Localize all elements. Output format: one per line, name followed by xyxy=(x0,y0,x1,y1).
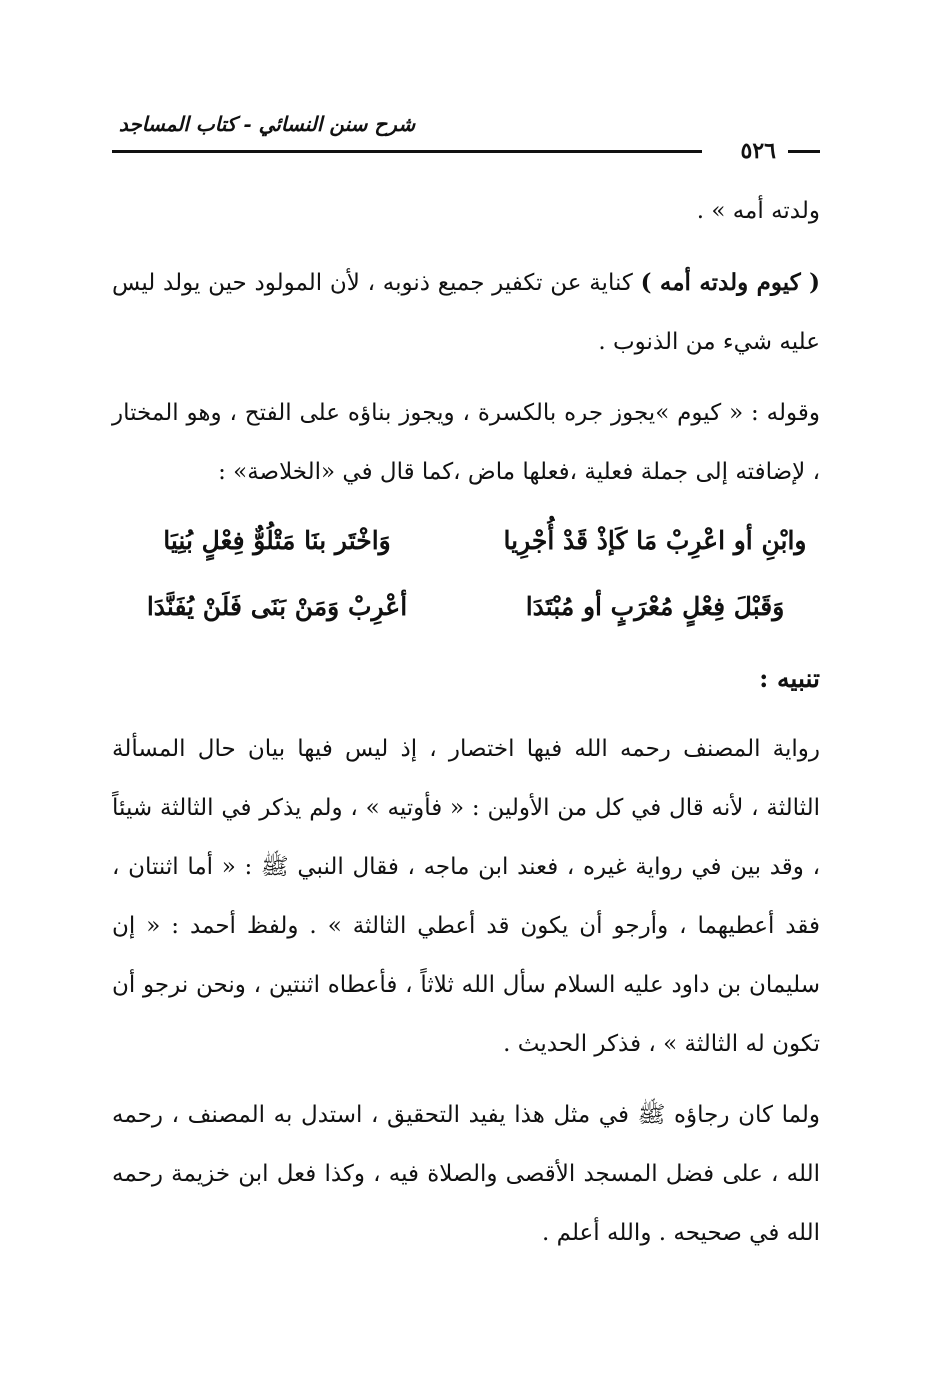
page-number-dash xyxy=(788,150,820,153)
header-rule xyxy=(112,150,702,153)
paragraph-explanation xyxy=(112,253,820,372)
hemistich-first: وَقَبْلَ فِعْلٍ مُعْرَبٍ أو مُبْتَدَا xyxy=(525,592,785,621)
paragraph-notice: رواية المصنف رحمه الله فيها اختصار ، إذ ليس فيها بيان حال المسألة الثالثة ، لأنه قال في كل من الأولين : « فأوتيه » ، ولم يذكر في الثالثة شيئاً ، وقد بين في رواية غيره ، فعند ابن ماجه ، فقال النبي ﷺ : « أما اثنتان ، فقد أعطيهما ، وأرجو أن يكون قد أعطي الثالثة » . ولفظ أحمد : « إن سليمان بن داود عليه السلام سأل الله ثلاثاً ، فأعطاه اثنتين ، ونحن نرجو أن تكون له الثالثة » ، فذكر الحديث . xyxy=(112,736,820,1057)
poem-verse xyxy=(112,574,820,640)
running-title: شرح سنن النسائي - كتاب المساجد xyxy=(118,112,416,136)
paragraph-continuation: ولدته أمه » . xyxy=(696,198,820,224)
page-number: ٥٢٦ xyxy=(740,138,776,164)
quoted-phrase: ( كيوم ولدته أمه ) xyxy=(640,269,820,296)
poem xyxy=(112,508,820,640)
hemistich-second: وَاخْتَر بنَا مَتْلُوٌّ فِعْلٍ بُنِيَا xyxy=(163,526,391,555)
explanation-text: كناية عن تكفير جميع ذنوبه ، لأن المولود حين يولد ليس عليه شيء من الذنوب . xyxy=(112,270,820,355)
page-header xyxy=(112,112,820,164)
notice-heading: تنبيه : xyxy=(759,664,820,693)
body-text xyxy=(112,182,820,1263)
hemistich-second: أعْرِبْ وَمَنْ بَنَى فَلَنْ يُفَنَّدَا xyxy=(146,592,408,621)
paragraph-conclusion: ولما كان رجاؤه ﷺ في مثل هذا يفيد التحقيق ، استدل به المصنف ، رحمه الله ، على فضل المسجد الأقصى والصلاة فيه ، وكذا فعل ابن خزيمة رحمه الله في صحيحه . والله أعلم . xyxy=(112,1102,820,1246)
paragraph-grammar: وقوله : « كيوم »يجوز جره بالكسرة ، ويجوز بناؤه على الفتح ، وهو المختار ، لإضافته إلى جملة فعلية ،فعلها ماض ،كما قال في «الخلاصة» : xyxy=(112,400,820,485)
poem-verse xyxy=(112,508,820,574)
hemistich-first: وابْنِ أو اعْرِبْ مَا كَإذْ قَدْ أُجْرِيا xyxy=(503,526,807,555)
